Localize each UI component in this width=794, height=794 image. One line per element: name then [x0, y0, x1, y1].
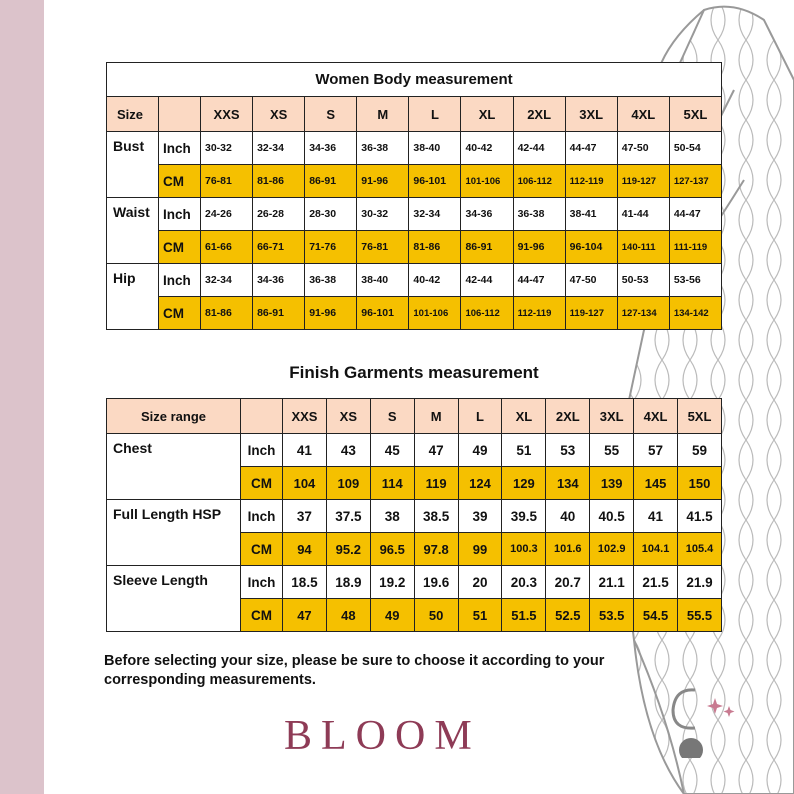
cm-value: 150: [678, 467, 722, 500]
size-header: XXS: [201, 97, 253, 132]
inch-value: 40-42: [409, 264, 461, 297]
inch-value: 20: [458, 566, 502, 599]
inch-value: 37.5: [326, 500, 370, 533]
measurement-label: Chest: [107, 434, 241, 500]
inch-value: 19.6: [414, 566, 458, 599]
measurement-label: Full Length HSP: [107, 500, 241, 566]
finish-garments-table: [106, 398, 722, 632]
cm-value: 100.3: [502, 533, 546, 566]
cm-value: 96-101: [409, 165, 461, 198]
women-body-table: [106, 62, 722, 330]
women-body-title: Women Body measurement: [107, 63, 722, 97]
cm-value: 76-81: [357, 231, 409, 264]
inch-value: 47-50: [565, 264, 617, 297]
cm-value: 51.5: [502, 599, 546, 632]
inch-value: 20.7: [546, 566, 590, 599]
table-row: [107, 434, 722, 467]
cm-value: 94: [283, 533, 327, 566]
cm-value: 119-127: [565, 297, 617, 330]
inch-value: 21.1: [590, 566, 634, 599]
inch-value: 42-44: [461, 264, 513, 297]
header-spacer: [241, 399, 283, 434]
table-row: [107, 132, 722, 165]
measurement-label: Waist: [107, 198, 159, 264]
cm-value: 49: [370, 599, 414, 632]
cm-value: 71-76: [305, 231, 357, 264]
cm-value: 106-112: [461, 297, 513, 330]
cm-value: 81-86: [201, 297, 253, 330]
size-header: S: [370, 399, 414, 434]
inch-value: 32-34: [409, 198, 461, 231]
inch-value: 21.9: [678, 566, 722, 599]
cm-value: 124: [458, 467, 502, 500]
inch-value: 24-26: [201, 198, 253, 231]
cm-value: 101-106: [409, 297, 461, 330]
inch-value: 34-36: [461, 198, 513, 231]
cm-value: 96.5: [370, 533, 414, 566]
inch-value: 30-32: [357, 198, 409, 231]
size-header: M: [357, 97, 409, 132]
cm-value: 102.9: [590, 533, 634, 566]
cm-value: 91-96: [513, 231, 565, 264]
unit-label: CM: [159, 297, 201, 330]
inch-value: 50-53: [617, 264, 669, 297]
inch-value: 57: [634, 434, 678, 467]
inch-value: 26-28: [253, 198, 305, 231]
size-header: M: [414, 399, 458, 434]
cm-value: 51: [458, 599, 502, 632]
cm-value: 96-101: [357, 297, 409, 330]
size-header: 4XL: [617, 97, 669, 132]
side-decor-strip: [0, 0, 44, 794]
inch-value: 45: [370, 434, 414, 467]
cm-value: 54.5: [634, 599, 678, 632]
inch-value: 41-44: [617, 198, 669, 231]
unit-label: Inch: [159, 132, 201, 165]
inch-value: 40: [546, 500, 590, 533]
cm-value: 129: [502, 467, 546, 500]
cm-value: 134: [546, 467, 590, 500]
cm-value: 99: [458, 533, 502, 566]
unit-label: CM: [241, 467, 283, 500]
inch-value: 36-38: [305, 264, 357, 297]
brand-logo-text: BLOOM: [284, 713, 481, 759]
size-header: 5XL: [669, 97, 721, 132]
cm-value: 105.4: [678, 533, 722, 566]
cm-value: 134-142: [669, 297, 721, 330]
unit-label: Inch: [241, 500, 283, 533]
unit-label: CM: [241, 599, 283, 632]
inch-value: 40.5: [590, 500, 634, 533]
cm-value: 104: [283, 467, 327, 500]
inch-value: 53-56: [669, 264, 721, 297]
cm-value: 114: [370, 467, 414, 500]
inch-value: 38-40: [409, 132, 461, 165]
inch-value: 32-34: [253, 132, 305, 165]
size-header: L: [409, 97, 461, 132]
cm-value: 140-111: [617, 231, 669, 264]
cm-value: 101.6: [546, 533, 590, 566]
cm-value: 111-119: [669, 231, 721, 264]
cm-value: 112-119: [513, 297, 565, 330]
size-header: 2XL: [546, 399, 590, 434]
size-header: XS: [253, 97, 305, 132]
size-header: XL: [461, 97, 513, 132]
inch-value: 38-41: [565, 198, 617, 231]
size-header: 2XL: [513, 97, 565, 132]
unit-label: CM: [241, 533, 283, 566]
inch-value: 39.5: [502, 500, 546, 533]
size-note: Before selecting your size, please be sure to choose it according to your corresponding measurements.: [104, 653, 605, 688]
cm-value: 104.1: [634, 533, 678, 566]
inch-value: 32-34: [201, 264, 253, 297]
inch-value: 20.3: [502, 566, 546, 599]
inch-value: 44-47: [513, 264, 565, 297]
inch-value: 42-44: [513, 132, 565, 165]
cm-value: 112-119: [565, 165, 617, 198]
size-header: XL: [502, 399, 546, 434]
cm-value: 91-96: [305, 297, 357, 330]
cm-value: 119-127: [617, 165, 669, 198]
cm-value: 81-86: [409, 231, 461, 264]
inch-value: 28-30: [305, 198, 357, 231]
monogram-logo: [655, 668, 745, 758]
inch-value: 36-38: [357, 132, 409, 165]
cm-value: 139: [590, 467, 634, 500]
unit-label: Inch: [159, 264, 201, 297]
size-header: 5XL: [678, 399, 722, 434]
inch-value: 38: [370, 500, 414, 533]
table-row: [107, 566, 722, 599]
inch-value: 19.2: [370, 566, 414, 599]
cm-value: 101-106: [461, 165, 513, 198]
cm-value: 86-91: [305, 165, 357, 198]
inch-value: 41: [283, 434, 327, 467]
inch-value: 47-50: [617, 132, 669, 165]
inch-value: 40-42: [461, 132, 513, 165]
inch-value: 41: [634, 500, 678, 533]
cm-value: 55.5: [678, 599, 722, 632]
measurement-label: Sleeve Length: [107, 566, 241, 632]
header-spacer: [159, 97, 201, 132]
table-row: [107, 297, 722, 330]
cm-value: 97.8: [414, 533, 458, 566]
table-row: [107, 231, 722, 264]
cm-value: 52.5: [546, 599, 590, 632]
cm-value: 81-86: [253, 165, 305, 198]
cm-value: 109: [326, 467, 370, 500]
size-header: 3XL: [565, 97, 617, 132]
inch-value: 50-54: [669, 132, 721, 165]
inch-value: 36-38: [513, 198, 565, 231]
cm-value: 91-96: [357, 165, 409, 198]
cm-value: 119: [414, 467, 458, 500]
size-header-label: Size: [107, 97, 159, 132]
inch-value: 30-32: [201, 132, 253, 165]
cm-value: 61-66: [201, 231, 253, 264]
inch-value: 44-47: [669, 198, 721, 231]
size-header: XS: [326, 399, 370, 434]
cm-value: 86-91: [461, 231, 513, 264]
unit-label: CM: [159, 165, 201, 198]
size-header: 3XL: [590, 399, 634, 434]
cm-value: 127-137: [669, 165, 721, 198]
cm-value: 50: [414, 599, 458, 632]
cm-value: 127-134: [617, 297, 669, 330]
table-row: [107, 500, 722, 533]
table-row: [107, 198, 722, 231]
inch-value: 49: [458, 434, 502, 467]
cm-value: 66-71: [253, 231, 305, 264]
inch-value: 41.5: [678, 500, 722, 533]
unit-label: Inch: [241, 566, 283, 599]
cm-value: 76-81: [201, 165, 253, 198]
table-row: [107, 165, 722, 198]
inch-value: 43: [326, 434, 370, 467]
size-header: 4XL: [634, 399, 678, 434]
cm-value: 48: [326, 599, 370, 632]
inch-value: 38-40: [357, 264, 409, 297]
inch-value: 51: [502, 434, 546, 467]
cm-value: 86-91: [253, 297, 305, 330]
inch-value: 47: [414, 434, 458, 467]
size-header: S: [305, 97, 357, 132]
size-header: L: [458, 399, 502, 434]
inch-value: 37: [283, 500, 327, 533]
inch-value: 55: [590, 434, 634, 467]
measurement-label: Bust: [107, 132, 159, 198]
unit-label: CM: [159, 231, 201, 264]
size-range-header-label: Size range: [107, 399, 241, 434]
inch-value: 34-36: [253, 264, 305, 297]
inch-value: 44-47: [565, 132, 617, 165]
cm-value: 96-104: [565, 231, 617, 264]
inch-value: 53: [546, 434, 590, 467]
cm-value: 53.5: [590, 599, 634, 632]
table-row: [107, 264, 722, 297]
inch-value: 18.9: [326, 566, 370, 599]
size-header: XXS: [283, 399, 327, 434]
unit-label: Inch: [159, 198, 201, 231]
inch-value: 34-36: [305, 132, 357, 165]
unit-label: Inch: [241, 434, 283, 467]
cm-value: 47: [283, 599, 327, 632]
inch-value: 59: [678, 434, 722, 467]
inch-value: 38.5: [414, 500, 458, 533]
inch-value: 39: [458, 500, 502, 533]
inch-value: 21.5: [634, 566, 678, 599]
cm-value: 95.2: [326, 533, 370, 566]
measurement-label: Hip: [107, 264, 159, 330]
inch-value: 18.5: [283, 566, 327, 599]
finish-garments-title: Finish Garments measurement: [289, 363, 539, 382]
cm-value: 145: [634, 467, 678, 500]
cm-value: 106-112: [513, 165, 565, 198]
